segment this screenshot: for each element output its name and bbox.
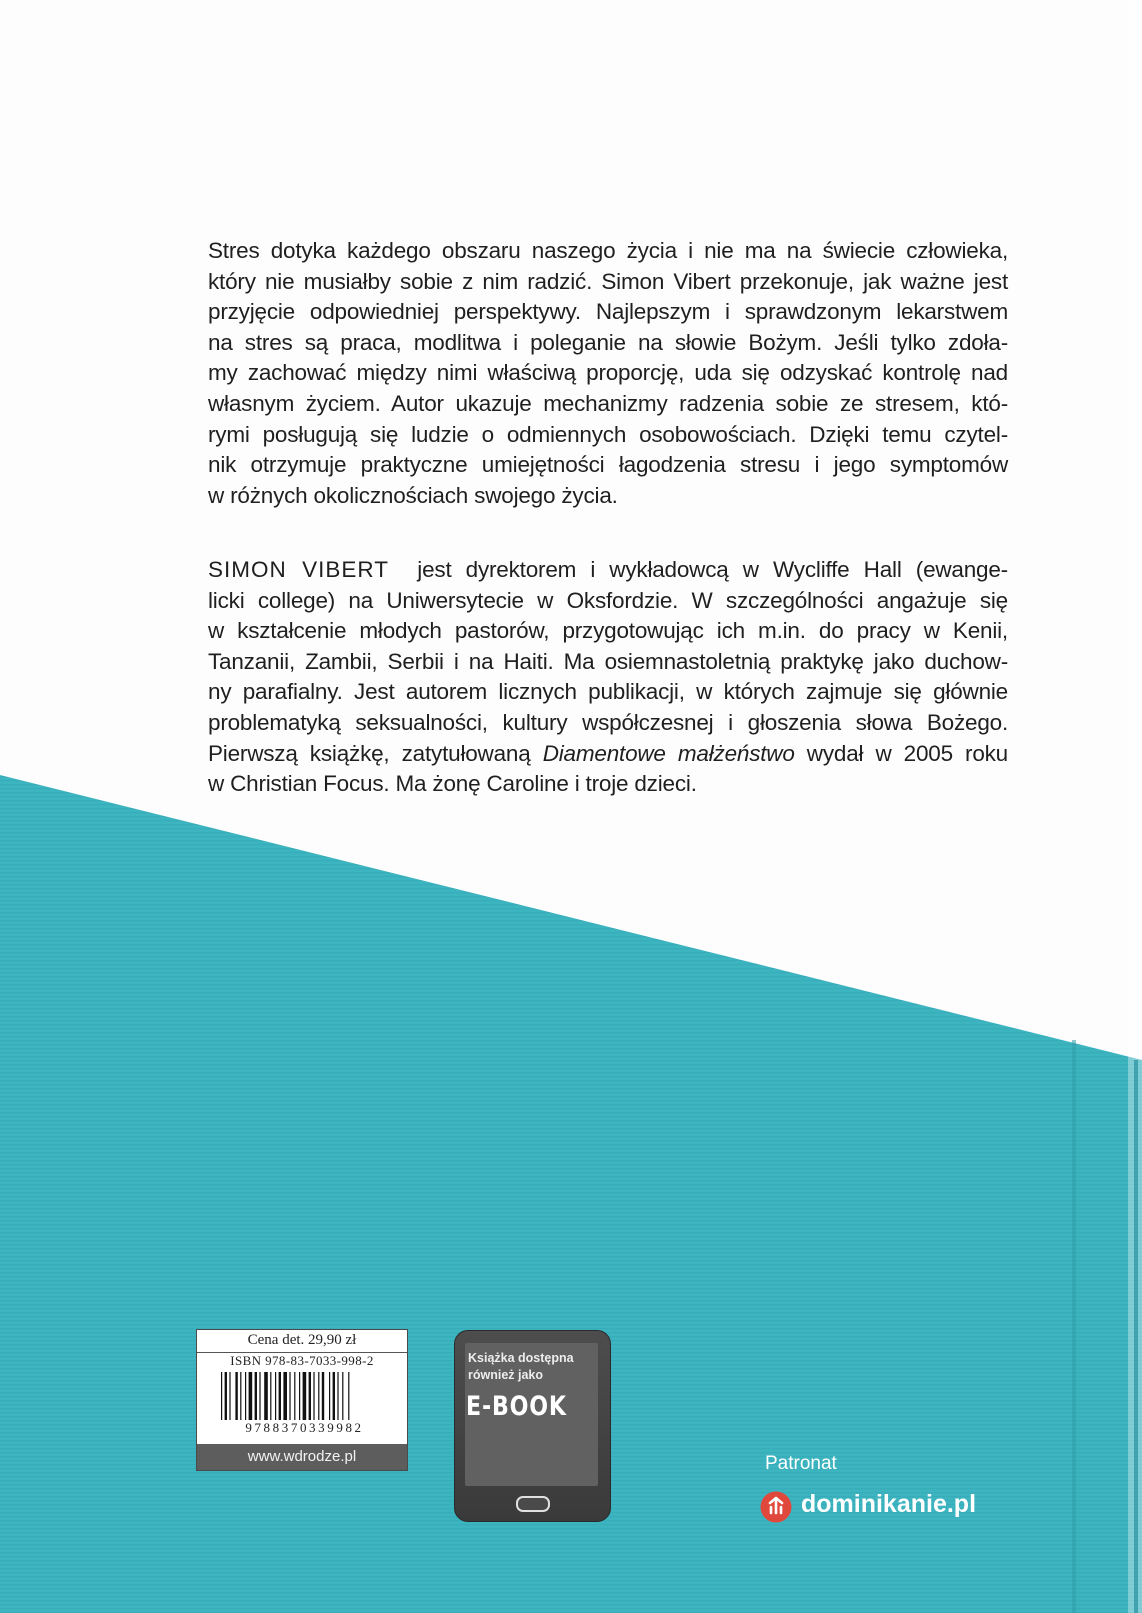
barcode-bar	[264, 1372, 268, 1420]
barcode-bar	[259, 1372, 260, 1420]
barcode-bar	[275, 1372, 276, 1420]
book-blurb	[208, 236, 1008, 511]
blurb-line: my zachować między nimi właściwą proporcję, uda się odzyskać kontrolę nad	[208, 360, 1008, 386]
ebook-reader-badge	[454, 1330, 609, 1520]
bio-line-text: jest dyrektorem i wykładowcą w Wycliffe Hall (ewange-	[417, 557, 1008, 582]
bio-line: ny parafialny. Jest autorem licznych publikacji, w których zajmuje się głównie	[208, 679, 1008, 705]
bio-line-text: wydał w 2005 roku	[794, 740, 1008, 766]
barcode-bar	[279, 1372, 281, 1420]
patron-label: Patronat	[765, 1453, 837, 1474]
bio-line: problematyką seksualności, kultury współczesnej i głoszenia słowa Bożego.	[208, 709, 1008, 735]
barcode-bar	[229, 1372, 230, 1420]
blurb-line: nik otrzymuje praktyczne umiejętności łagodzenia stresu i jego symptomów	[208, 452, 1008, 478]
bio-line: licki college) na Uniwersytecie w Oksfordzie. W szczególności angażuje się	[208, 587, 1008, 613]
barcode-bar	[249, 1372, 253, 1420]
dominikanie-logo-icon	[760, 1491, 792, 1523]
author-bio	[208, 555, 1008, 800]
isbn-label: ISBN 978-83-7033-998-2	[230, 1353, 374, 1368]
barcode-bar	[333, 1372, 335, 1420]
barcode-bar	[294, 1372, 295, 1420]
barcode-bar	[289, 1372, 290, 1420]
blurb-line: własnym życiem. Autor ukazuje mechanizmy radzenia sobie ze stresem, któ-	[208, 390, 1008, 416]
barcode-bar	[329, 1372, 330, 1420]
barcode-bar	[225, 1372, 227, 1420]
barcode-bar	[342, 1372, 343, 1420]
author-name: SIMON VIBERT	[208, 557, 389, 582]
barcode-bar	[309, 1372, 311, 1420]
barcode-bar	[270, 1372, 271, 1420]
bio-line	[208, 555, 1008, 586]
barcode-bar	[337, 1372, 338, 1420]
price-barcode-box	[196, 1329, 408, 1471]
barcode-bar	[240, 1372, 241, 1420]
barcode-bar	[322, 1372, 324, 1420]
price-label: Cena det. 29,90 zł	[247, 1332, 357, 1348]
bio-line-text: Pierwszą książkę, zatytułowaną	[208, 740, 543, 766]
blurb-line: Stres dotyka każdego obszaru naszego życia i nie ma na świecie człowieka,	[208, 238, 1008, 263]
ebook-title: E-BOOK	[466, 1391, 567, 1422]
barcode-bar	[283, 1372, 287, 1420]
publisher-website: www.wdrodze.pl	[197, 1444, 407, 1470]
barcode-bar	[221, 1372, 222, 1420]
bio-line: w Christian Focus. Ma żonę Caroline i troje dzieci.	[208, 771, 697, 797]
blurb-line: w różnych okolicznościach swojego życia.	[208, 482, 618, 508]
bio-line	[208, 739, 1008, 770]
barcode-digits: 9788370339982	[245, 1420, 364, 1435]
bio-line: Tanzanii, Zambii, Serbii i na Haiti. Ma osiemnastoletnią praktykę jako duchow-	[208, 648, 1008, 674]
ebook-home-button-icon	[516, 1496, 550, 1512]
barcode-bar	[348, 1372, 349, 1420]
barcode-bar	[318, 1372, 319, 1420]
blurb-line: przyjęcie odpowiedniej perspektywy. Najlepszym i sprawdzonym lekarstwem	[208, 299, 1008, 325]
barcode-bar	[235, 1372, 237, 1420]
blurb-line: który nie musiałby sobie z nim radzić. Simon Vibert przekonuje, jak ważne jest	[208, 268, 1008, 294]
ebook-caption-line: Książka dostępna	[468, 1351, 574, 1365]
bio-line: w kształcenie młodych pastorów, przygotowując ich m.in. do pracy w Kenii,	[208, 618, 1008, 644]
barcode-image	[219, 1372, 389, 1420]
barcode-bar	[299, 1372, 300, 1420]
patron-logo-text: dominikanie.pl	[801, 1490, 977, 1518]
barcode-bar	[303, 1372, 307, 1420]
barcode-bar	[313, 1372, 314, 1420]
ebook-caption-line: również jako	[468, 1368, 544, 1382]
barcode-bar	[255, 1372, 257, 1420]
blurb-line: rymi posługują się ludzie o odmiennych osobowościach. Dzięki temu czytel-	[208, 421, 1008, 447]
barcode-bar	[245, 1372, 246, 1420]
book-title: Diamentowe małżeństwo	[542, 740, 795, 766]
blurb-line: na stres są praca, modlitwa i poleganie na słowie Bożym. Jeśli tylko zdoła-	[208, 329, 1008, 355]
